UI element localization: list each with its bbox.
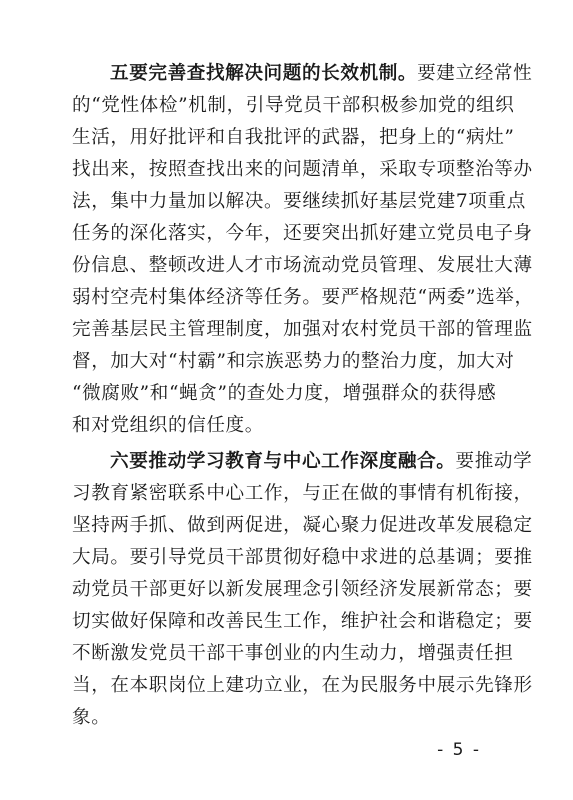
paragraph-line: 象。 [72,707,111,728]
paragraph-line: 当，在本职岗位上建功立业，在为民服务中展示先锋形 [72,675,533,696]
paragraph-line: 坚持两手抓、做到两促进，凝心聚力促进改革发展稳定 [72,515,533,536]
section-heading: 六要推动学习教育与中心工作深度融合。 [110,451,456,472]
paragraph-line: 生活，用好批评和自我批评的武器，把身上的“病灶” [72,127,515,148]
section-heading: 五要完善查找解决问题的长效机制。 [110,63,418,84]
paragraph-line: 大局。要引导党员干部贯彻好稳中求进的总基调；要推 [72,547,533,568]
paragraph-line: 找出来，按照查找出来的问题清单，采取专项整治等办 [72,159,533,180]
paragraph-line: 任务的深化落实，今年，还要突出抓好建立党员电子身 [72,223,533,244]
paragraph-line [110,446,533,478]
paragraph-line: 份信息、整顿改进人才市场流动党员管理、发展壮大薄 [72,255,533,276]
page-number: - 5 - [437,740,481,760]
paragraph-line: 的“党性体检”机制，引导党员干部积极参加党的组织 [72,95,515,116]
paragraph-line: 切实做好保障和改善民生工作，维护社会和谐稳定；要 [72,611,533,632]
paragraph-line [110,58,533,90]
paragraph-line: 习教育紧密联系中心工作，与正在做的事情有机衔接， [72,483,533,504]
paragraph-line: “微腐败”和“蝇贪”的查处力度，增强群众的获得感 [72,383,497,404]
paragraph-line: 动党员干部更好以新发展理念引领经济发展新常态；要 [72,579,533,600]
line-text: 要推动学 [455,451,533,472]
paragraph-line: 弱村空壳村集体经济等任务。要严格规范“两委”选举， [72,287,534,308]
line-text: 要建立经常性 [417,63,533,84]
paragraph-line: 不断激发党员干部干事创业的内生动力，增强责任担 [72,643,514,664]
paragraph-line: 法，集中力量加以解决。要继续抓好基层党建7项重点 [72,191,526,212]
paragraph-line: 和对党组织的信任度。 [72,415,264,436]
paragraph-line: 完善基层民主管理制度，加强对农村党员干部的管理监 [72,319,533,340]
paragraph-line: 督，加大对“村霸”和宗族恶势力的整治力度，加大对 [72,351,515,372]
